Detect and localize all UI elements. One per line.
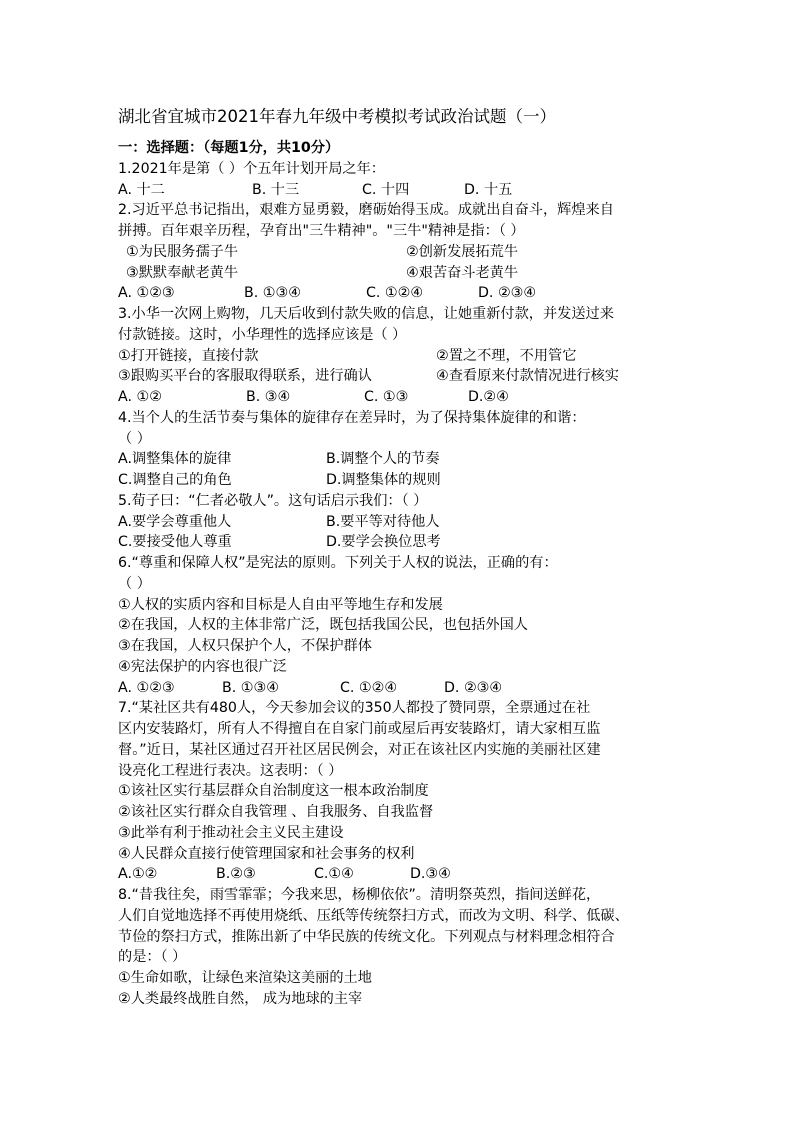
q2-item-1: ①为民服务孺子牛 [126, 243, 239, 260]
q6-options [118, 678, 688, 699]
q8-stem-line-4: 的是：（ ） [118, 949, 187, 966]
q7-option-a: A.①② [118, 866, 158, 883]
q2-item-4: ④艰苦奋斗老黄牛 [406, 264, 519, 281]
q6-option-b: B. ①③④ [222, 679, 279, 696]
q3-option-a: A. ①② [118, 389, 162, 405]
q2-option-b: B. ①③④ [244, 285, 301, 302]
q4-option-d: D.调整集体的规则 [326, 472, 441, 488]
q7-option-c: C.①④ [314, 866, 354, 883]
q1-option-b: B. 十三 [252, 181, 300, 198]
q7-options [118, 864, 688, 885]
q3-item-2: ②置之不理，不用管它 [436, 347, 577, 364]
q4-stem-line-2: （ ） [118, 430, 151, 447]
q2-option-a: A. ①②③ [118, 285, 175, 302]
q5-option-b: B.要平等对待他人 [326, 513, 440, 530]
q2-item-3: ③默默奉献老黄牛 [126, 264, 239, 281]
exam-content [118, 138, 688, 1010]
q7-item-3: ③此举有利于推动社会主义民主建设 [118, 824, 344, 841]
exam-title: 湖北省宜城市2021年春九年级中考模拟考试政治试题（一） [118, 107, 556, 126]
q7-stem-line-4: 设亮化工程进行表决。这表明：（ ） [118, 762, 343, 779]
section-heading: 一：选择题：（每题1分，共10分） [118, 140, 340, 156]
q5-option-c: C.要接受他人尊重 [118, 534, 232, 551]
q7-item-4: ④人民群众直接行使管理国家和社会事务的权利 [118, 845, 415, 862]
q8-stem-line-2: 人们自觉地选择不再使用烧纸、压纸等传统祭扫方式，而改为文明、科学、低碳、 [118, 907, 629, 924]
q3-option-d: D.②④ [468, 389, 509, 405]
q6-item-3: ③在我国，人权只保护个人，不保护群体 [118, 638, 372, 654]
q5-options-row-1 [118, 512, 688, 533]
q8-stem-line-3: 节俭的祭扫方式，推陈出新了中华民族的传统文化。下列观点与材料理念相符合 [118, 928, 615, 945]
q7-item-2: ②该社区实行群众自我管理 、自我服务、自我监督 [118, 804, 434, 820]
q2-items-row-2 [118, 263, 688, 284]
q5-options-row-2 [118, 532, 688, 553]
q6-option-d: D. ②③④ [444, 679, 503, 696]
q2-stem-line-2: 拼搏。百年艰辛历程，孕育出"三牛精神"。"三牛"精神是指：（ ） [118, 223, 525, 239]
q3-stem-line-2: 付款链接。这时，小华理性的选择应该是（ ） [118, 326, 407, 343]
q6-item-1: ①人权的实质内容和目标是人自由平等地生存和发展 [118, 596, 443, 613]
q7-option-d: D.③④ [410, 866, 451, 883]
q7-stem-line-2: 区内安装路灯，所有人不得擅自在自家门前或屋后再安装路灯，请大家相互监 [118, 721, 601, 737]
q4-option-c: C.调整自己的角色 [118, 472, 232, 488]
q5-stem: 5.荀子曰：“仁者必敬人”。这句话启示我们：（ ） [118, 492, 428, 509]
q1-option-a: A. 十二 [118, 181, 165, 198]
q7-stem-line-1: 7.“某社区共有480人，今天参加会议的350人都投了赞同票，全票通过在社 [118, 700, 591, 717]
q6-item-4: ④宪法保护的内容也很广泛 [118, 658, 287, 675]
q3-stem-line-1: 3.小华一次网上购物，几天后收到付款失败的信息，让她重新付款，并发送过来 [118, 306, 614, 322]
q3-item-4: ④查看原来付款情况进行核实 [436, 368, 619, 385]
q6-option-a: A. ①②③ [118, 679, 175, 696]
q4-option-b: B.调整个人的节奏 [326, 451, 440, 468]
q1-option-c: C. 十四 [362, 181, 410, 198]
q3-option-c: C. ①③ [364, 389, 409, 405]
q2-options [118, 283, 688, 304]
q5-option-d: D.要学会换位思考 [326, 534, 441, 551]
q8-stem-line-1: 8.“昔我往矣，雨雪霏霏；今我来思，杨柳依依”。清明祭英烈，指间送鲜花， [118, 887, 601, 903]
q2-item-2: ②创新发展拓荒牛 [406, 243, 519, 260]
q7-stem-line-3: 督。”近日，某社区通过召开社区居民例会，对正在该社区内实施的美丽社区建 [118, 741, 601, 758]
q4-stem-line-1: 4.当个人的生活节奏与集体的旋律存在差异时，为了保持集体旋律的和谐： [118, 409, 586, 426]
q7-item-1: ①该社区实行基层群众自治制度这一根本政治制度 [118, 783, 429, 800]
q5-option-a: A.要学会尊重他人 [118, 513, 232, 530]
q3-items-row-2 [118, 366, 688, 387]
q3-items-row-1 [118, 346, 688, 367]
q3-item-3: ③跟购买平台的客服取得联系，进行确认 [118, 368, 372, 385]
q4-options-row-1 [118, 449, 688, 470]
q7-option-b: B.②③ [216, 866, 256, 883]
q6-option-c: C. ①②④ [340, 679, 398, 696]
q8-item-2: ②人类最终战胜自然， 成为地球的主宰 [118, 990, 363, 1007]
q6-stem-line-1: 6.“尊重和保障人权”是宪法的原则。下列关于人权的说法，正确的有： [118, 555, 558, 571]
q3-options [118, 387, 688, 408]
q2-items-row-1 [118, 242, 688, 263]
q1-stem: 1.2021年是第（ ）个五年计划开局之年： [118, 160, 385, 177]
q4-options-row-2 [118, 470, 688, 491]
q2-option-c: C. ①②④ [366, 285, 424, 302]
q8-item-1: ①生命如歌，让绿色来渲染这美丽的土地 [118, 970, 372, 986]
q1-options [118, 180, 688, 201]
q4-option-a: A.调整集体的旋律 [118, 451, 232, 468]
q2-stem-line-1: 2.习近平总书记指出，艰难方显勇毅，磨砺始得玉成。成就出自奋斗，辉煌来自 [118, 202, 614, 219]
q6-stem-line-2: （ ） [118, 575, 151, 592]
q2-option-d: D. ②③④ [478, 285, 537, 302]
q3-option-b: B. ③④ [246, 389, 291, 405]
q3-item-1: ①打开链接，直接付款 [118, 347, 259, 364]
q6-item-2: ②在我国，人权的主体非常广泛，既包括我国公民，也包括外国人 [118, 617, 528, 634]
q1-option-d: D. 十五 [464, 181, 513, 198]
